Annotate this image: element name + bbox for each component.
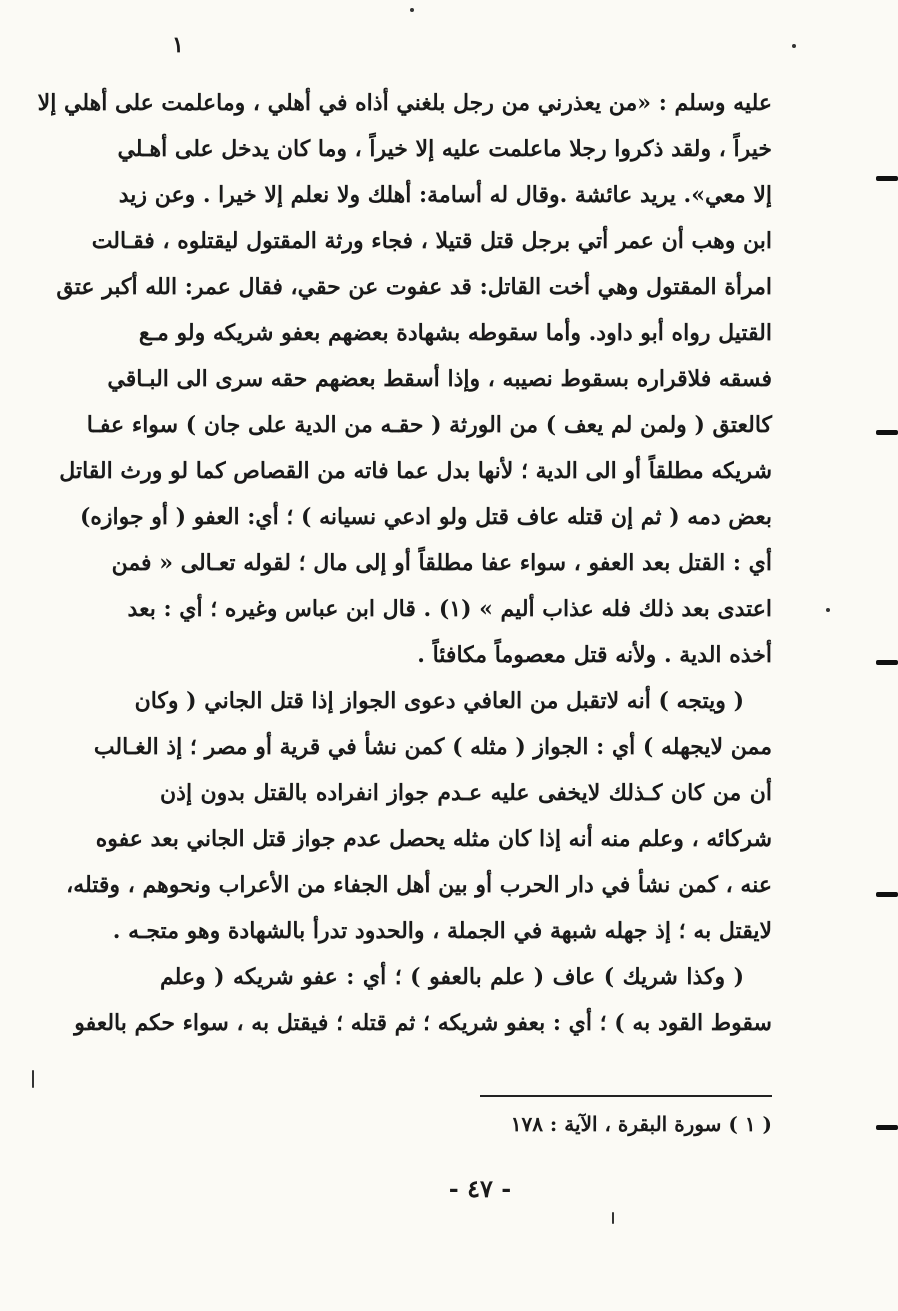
page-number: - ٤٧ - bbox=[448, 1174, 512, 1203]
binding-mark bbox=[876, 660, 898, 665]
text-line: القتيل رواه أبو داود. وأما سقوطه بشهادة بعضهم بعفو شريكه ولو مـع bbox=[138, 320, 772, 346]
text-line: خيراً ، ولقد ذكروا رجلا ماعلمت عليه إلا خيراً ، وما كان يدخل على أهـلي bbox=[117, 136, 772, 162]
text-line: إلا معي». يريد عائشة .وقال له أسامة: أهلك ولا نعلم إلا خيرا . وعن زيد bbox=[118, 182, 772, 208]
text-line: عليه وسلم : «من يعذرني من رجل بلغني أذاه في أهلي ، وماعلمت على أهلي إلا bbox=[37, 90, 772, 116]
page-mark: ١ bbox=[172, 32, 184, 58]
binding-mark bbox=[876, 430, 898, 435]
text-line: أن من كان كـذلك لايخفى عليه عـدم جواز انفراده بالقتل بدون إذن bbox=[160, 780, 772, 806]
text-line: أخذه الدية . ولأنه قتل معصوماً مكافئاً . bbox=[417, 642, 772, 668]
text-line: فسقه فلاقراره بسقوط نصيبه ، وإذا أسقط بعضهم حقه سرى الى البـاقي bbox=[107, 366, 772, 392]
binding-mark bbox=[876, 176, 898, 181]
paper-speck bbox=[826, 608, 830, 612]
text-line: لايقتل به ؛ إذ جهله شبهة في الجملة ، والحدود تدرأ بالشهادة وهو متجـه . bbox=[112, 918, 772, 944]
text-line: امرأة المقتول وهي أخت القاتل: قد عفوت عن حقي، فقال عمر: الله أكبر عتق bbox=[56, 274, 772, 300]
paper-speck bbox=[612, 1212, 614, 1224]
text-line: شركائه ، وعلم منه أنه إذا كان مثله يحصل عدم جواز قتل الجاني بعد عفوه bbox=[95, 826, 772, 852]
footnote-divider bbox=[480, 1095, 772, 1097]
text-line: بعض دمه ( ثم إن قتله عاف قتل ولو ادعي نسيانه ) ؛ أي: العفو ( أو جوازه) bbox=[79, 504, 772, 530]
main-text bbox=[37, 80, 772, 1046]
text-line: ( وكذا شريك ) عاف ( علم بالعفو ) ؛ أي : عفو شريكه ( وعلم bbox=[160, 964, 744, 990]
text-line: ( ويتجه ) أنه لاتقبل من العافي دعوى الجواز إذا قتل الجاني ( وكان bbox=[134, 688, 744, 714]
paper-speck bbox=[410, 8, 414, 12]
binding-mark bbox=[876, 1125, 898, 1130]
text-line: ابن وهب أن عمر أتي برجل قتل قتيلا ، فجاء ورثة المقتول ليقتلوه ، فقـالت bbox=[91, 228, 772, 254]
text-line: عنه ، كمن نشأ في دار الحرب أو بين أهل الجفاء من الأعراب ونحوهم ، وقتله، bbox=[66, 872, 772, 898]
text-line: اعتدى بعد ذلك فله عذاب أليم » (١) . قال ابن عباس وغيره ؛ أي : بعد bbox=[127, 596, 772, 622]
text-line: ممن لايجهله ) أي : الجواز ( مثله ) كمن نشأ في قرية أو مصر ؛ إذ الغـالب bbox=[93, 734, 772, 760]
paper-speck bbox=[792, 44, 796, 48]
text-line: شريكه مطلقاً أو الى الدية ؛ لأنها بدل عما فاته من القصاص كما لو ورث القاتل bbox=[59, 458, 772, 484]
text-line: أي : القتل بعد العفو ، سواء عفا مطلقاً أو إلى مال ؛ لقوله تعـالى « فمن bbox=[111, 550, 772, 576]
text-line: كالعتق ( ولمن لم يعف ) من الورثة ( حقـه من الدية على جان ) سواء عفـا bbox=[86, 412, 772, 438]
footnote: ( ١ ) سورة البقرة ، الآية : ١٧٨ bbox=[510, 1112, 772, 1136]
text-line: سقوط القود به ) ؛ أي : بعفو شريكه ؛ ثم قتله ؛ فيقتل به ، سواء حكم بالعفو bbox=[74, 1010, 772, 1036]
paper-speck bbox=[32, 1070, 34, 1088]
binding-mark bbox=[876, 892, 898, 897]
